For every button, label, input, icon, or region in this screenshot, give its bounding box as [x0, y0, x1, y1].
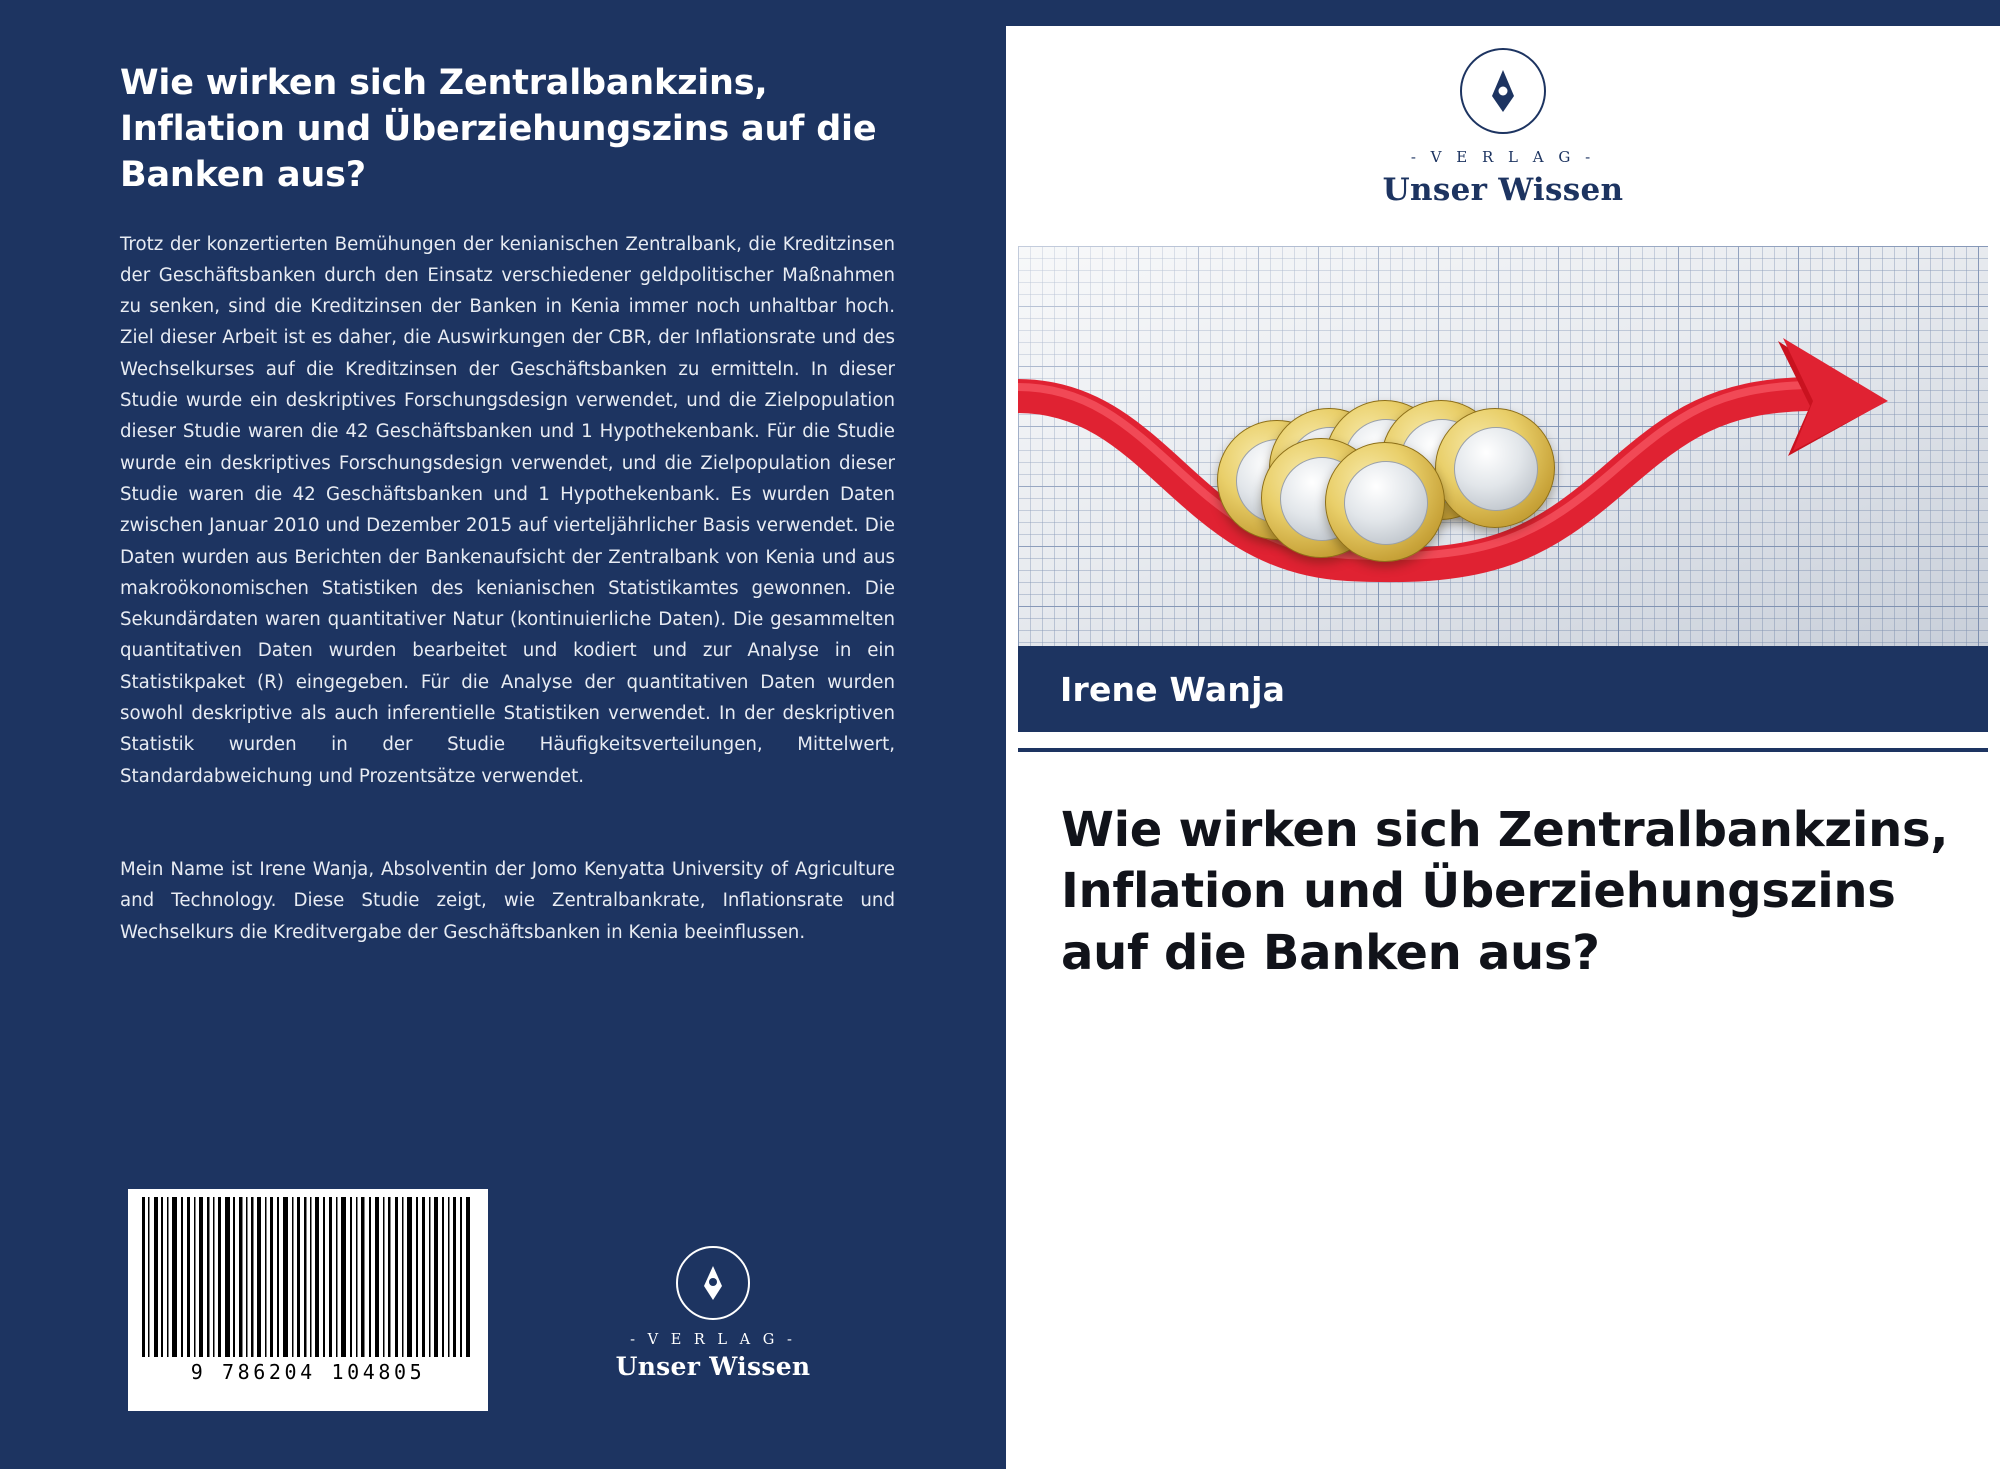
publisher-verlag-label: - V E R L A G -	[1410, 148, 1596, 166]
back-cover-text-block	[120, 60, 895, 948]
front-cover-top-band	[1006, 0, 2000, 26]
publisher-mark-icon	[1460, 48, 1546, 134]
cover-illustration	[1018, 246, 1988, 646]
nib-icon	[1462, 50, 1544, 132]
euro-coin	[1435, 408, 1555, 528]
front-cover	[1006, 0, 2000, 1469]
author-band	[1018, 646, 1988, 732]
barcode-number: 9 786204 104805	[190, 1360, 426, 1384]
euro-coin	[1325, 442, 1445, 562]
front-cover-title: Wie wirken sich Zentralbankzins, Inflation und Überziehungszins auf die Banken aus?	[1061, 802, 1949, 981]
author-name: Irene Wanja	[1060, 669, 1286, 709]
back-cover-author-bio: Mein Name ist Irene Wanja, Absolventin der Jomo Kenyatta University of Agriculture and Technology. Diese Studie zeigt, wie Zentralbankrate, Inflationsrate und Wechselkurs die Kreditvergabe der Geschäftsbanken in Kenia beeinflussen.	[120, 858, 895, 943]
back-publisher-logo	[598, 1246, 828, 1381]
barcode-bars-icon	[138, 1197, 478, 1357]
euro-coin-stack	[1213, 394, 1543, 544]
publisher-name: Unser Wissen	[1382, 172, 1624, 208]
back-cover-title: Wie wirken sich Zentralbankzins, Inflation und Überziehungszins auf die Banken aus?	[120, 63, 877, 196]
front-cover-divider	[1018, 748, 1988, 752]
publisher-mark-icon	[676, 1246, 750, 1320]
back-cover-abstract: Trotz der konzertierten Bemühungen der kenianischen Zentralbank, die Kreditzinsen der Geschäftsbanken durch den Einsatz verschiedener geldpolitischer Maßnahmen zu senken, sind die Kreditzinsen der Banken in Kenia immer noch unhaltbar hoch. Ziel dieser Arbeit ist es daher, die Auswirkungen der CBR, der Inflationsrate und des Wechselkurses auf die Kreditzinsen der Geschäftsbanken zu ermitteln. In dieser Studie wurde ein deskriptives Forschungsdesign verwendet, und die Zielpopulation dieser Studie waren die 42 Geschäftsbanken und 1 Hypothekenbank. Für die Studie wurde ein deskriptives Forschungsdesign verwendet, und die Zielpopulation dieser Studie waren die 42 Geschäftsbanken und 1 Hypothekenbank. Es wurden Daten zwischen Januar 2010 und Dezember 2015 auf vierteljährlicher Basis verwendet. Die Daten wurden aus Berichten der Bankenaufsicht der Zentralbank von Kenia und aus makroökonomischen Statistiken des kenianischen Statistikamtes gewonnen. Die Sekundärdaten waren quantitativer Natur (kontinuierliche Daten). Die gesammelten quantitativen Daten wurden bearbeitet und kodiert und zur Analyse in ein Statistikpaket (R) eingegeben. Für die Analyse der quantitativen Daten wurden sowohl deskriptive als auch inferentielle Statistiken verwendet. In der deskriptiven Statistik wurden in der Studie Häufigkeitsverteilungen, Mittelwert, Standardabweichung und Prozentsätze verwendet.	[120, 233, 895, 787]
publisher-name: Unser Wissen	[615, 1352, 811, 1381]
nib-icon	[678, 1248, 748, 1318]
publisher-verlag-label: - V E R L A G -	[630, 1332, 796, 1348]
back-cover	[0, 0, 990, 1469]
book-spine	[990, 0, 1006, 1469]
barcode	[128, 1189, 488, 1411]
front-publisher-logo	[1006, 48, 2000, 208]
